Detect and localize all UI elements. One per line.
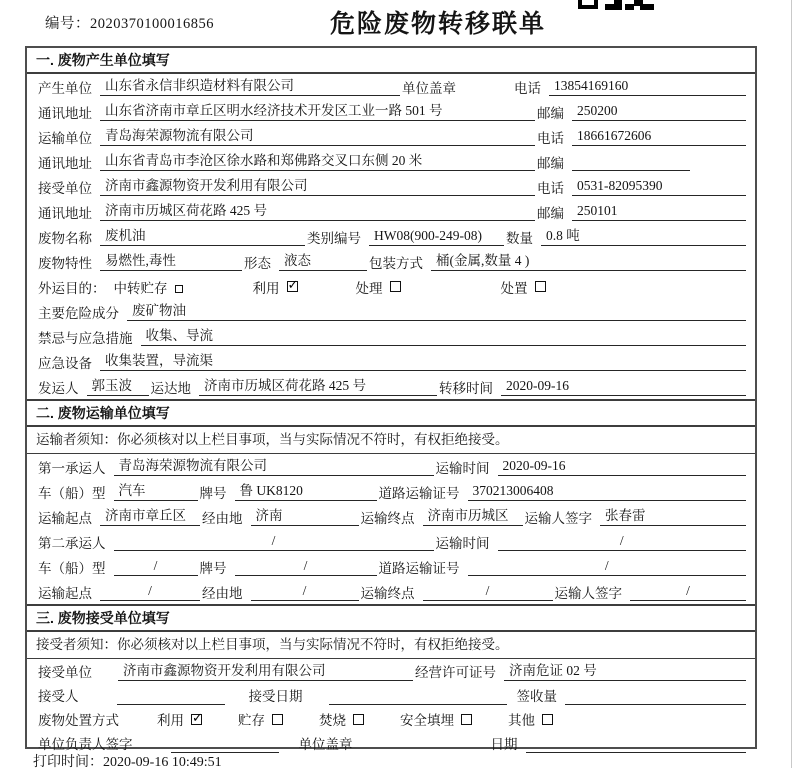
field-label: 道路运输证号 (378, 560, 460, 576)
section-header: 二. 废物运输单位填写 (27, 399, 755, 427)
field-value: 山东省济南市章丘区明水经济技术开发区工业一路 501 号 (100, 102, 535, 121)
field-value: 易燃性,毒性 (100, 252, 242, 271)
form-row (27, 479, 755, 504)
field-label: 转移时间 (439, 380, 493, 396)
field-value: 2020-09-16 (498, 457, 747, 476)
form-row (27, 683, 755, 707)
qr-code-fragment-icon (578, 0, 654, 10)
spacer (127, 719, 157, 720)
page-edge-line (791, 0, 792, 768)
field-label: 禁忌与应急措施 (38, 330, 133, 346)
checkbox-icon (175, 285, 183, 293)
field-value: 汽车 (114, 482, 198, 501)
form-row (27, 707, 755, 731)
page-title: 危险废物转移联单 (329, 10, 546, 38)
checkbox-label: 利用 (157, 713, 184, 728)
checkbox-icon (390, 281, 401, 292)
field-label: 接受单位 (38, 180, 92, 196)
spacer (298, 286, 356, 287)
field-value: 青岛海荣源物流有限公司 (100, 127, 535, 146)
field-value: / (100, 582, 200, 601)
form-row (27, 454, 755, 479)
form-row (27, 74, 755, 99)
checkbox-checked-icon (287, 281, 298, 292)
form-row (27, 249, 755, 274)
checkbox-icon (542, 714, 553, 725)
field-value: 山东省永信非织造材料有限公司 (100, 77, 400, 96)
field-label: 经由地 (202, 585, 243, 601)
field-label: 运输终点 (360, 510, 415, 526)
field-label: 运输起点 (38, 510, 92, 526)
field-label: 废物处置方式 (38, 713, 119, 728)
field-label: 运输人签字 (524, 510, 592, 526)
field-value: / (630, 582, 746, 601)
field-value: 济南市鑫源物资开发利用有限公司 (118, 662, 413, 681)
checkbox-item (400, 709, 472, 729)
field-label: 签收量 (516, 689, 557, 704)
checkbox-label: 其他 (508, 713, 535, 728)
field-value (171, 734, 279, 753)
checkbox-label: 处理 (355, 280, 383, 296)
field-label: 车（船）型 (38, 560, 106, 576)
field-label: 运达地 (150, 380, 191, 396)
field-label: 牌号 (199, 560, 227, 576)
field-label: 单位盖章 (298, 737, 353, 752)
checkbox-label: 贮存 (238, 713, 265, 728)
checkbox-label: 焚烧 (319, 713, 346, 728)
field-label: 电话 (537, 180, 564, 196)
field-value (329, 686, 507, 705)
field-value (117, 686, 225, 705)
field-label: 牌号 (199, 485, 227, 501)
form-row (27, 349, 755, 374)
field-label: 邮编 (537, 205, 564, 221)
form-row (27, 299, 755, 324)
checkbox-icon (461, 714, 472, 725)
checkbox-item (253, 277, 298, 297)
field-value: 鲁 UK8120 (235, 482, 377, 501)
spacer (183, 286, 253, 287)
form-row (27, 174, 755, 199)
field-value: 济南危证 02 号 (504, 662, 746, 681)
field-value: / (468, 557, 747, 576)
checkbox-item (356, 277, 401, 297)
checkbox-label: 处置 (500, 280, 528, 296)
checkbox-icon (272, 714, 283, 725)
field-value: 郭玉波 (87, 377, 149, 396)
spacer (202, 719, 238, 720)
field-value: 张春雷 (600, 507, 746, 526)
field-label: 运输时间 (435, 535, 490, 551)
checkbox-item (319, 709, 364, 729)
form-row (27, 324, 755, 349)
field-value: 0531-82095390 (572, 177, 746, 196)
spacer (361, 743, 489, 744)
field-label: 邮编 (537, 155, 564, 171)
field-label: 主要危险成分 (38, 305, 119, 321)
field-label: 运输起点 (38, 585, 92, 601)
checkbox-checked-icon (191, 714, 202, 725)
field-label: 电话 (514, 80, 541, 96)
field-label: 经由地 (202, 510, 243, 526)
field-value: 济南市历城区荷花路 425 号 (199, 377, 437, 396)
field-label: 形态 (244, 255, 271, 271)
checkbox-item (501, 277, 546, 297)
field-label: 数量 (506, 230, 533, 246)
spacer (311, 695, 329, 696)
checkbox-item (238, 709, 283, 729)
checkbox-item (114, 277, 183, 297)
spacer (401, 286, 501, 287)
field-label: 运输单位 (38, 130, 92, 146)
field-label: 外运目的： (38, 280, 106, 296)
form-box (25, 46, 757, 752)
field-value: 废矿物油 (127, 302, 746, 321)
print-time: 打印时间：2020-09-16 10:49:51 (33, 755, 222, 768)
section-header: 一. 废物产生单位填写 (27, 48, 755, 74)
field-label: 邮编 (537, 105, 564, 121)
field-value: 0.8 吨 (541, 227, 746, 246)
field-label: 车（船）型 (38, 485, 106, 501)
field-label: 通讯地址 (38, 105, 92, 121)
spacer (472, 719, 508, 720)
form-row (27, 579, 755, 604)
field-value (565, 686, 746, 705)
field-label: 接受人 (38, 689, 79, 704)
field-value: 济南市历城区荷花路 425 号 (100, 202, 535, 221)
field-value: 收集装置，导流渠 (100, 352, 746, 371)
field-value: / (235, 557, 377, 576)
section-note: 接受者须知：你必须核对以上栏目事项，当与实际情况不符时，有权拒绝接受。 (27, 632, 755, 659)
field-value: 桶(金属,数量 4 ) (431, 252, 746, 271)
form-row (27, 199, 755, 224)
field-value: 250200 (572, 102, 746, 121)
field-label: 包装方式 (369, 255, 423, 271)
field-value: 13854169160 (549, 77, 746, 96)
field-value (572, 152, 690, 171)
field-label: 道路运输证号 (378, 485, 460, 501)
form-section (27, 604, 755, 755)
form-row (27, 224, 755, 249)
form-section (27, 48, 755, 399)
field-label: 废物名称 (38, 230, 92, 246)
field-label: 运输终点 (360, 585, 415, 601)
field-label: 电话 (537, 130, 564, 146)
field-label: 发运人 (38, 380, 79, 396)
checkbox-icon (353, 714, 364, 725)
checkbox-label: 利用 (252, 280, 280, 296)
field-label: 第二承运人 (38, 535, 106, 551)
field-label: 运输人签字 (554, 585, 622, 601)
field-label: 产生单位 (38, 80, 92, 96)
section-header: 三. 废物接受单位填写 (27, 604, 755, 632)
field-label: 经营许可证号 (415, 665, 496, 680)
form-row (27, 529, 755, 554)
form-row (27, 504, 755, 529)
field-label: 通讯地址 (38, 205, 92, 221)
field-value: 18661672606 (572, 127, 746, 146)
field-value: 废机油 (100, 227, 305, 246)
field-label: 通讯地址 (38, 155, 92, 171)
checkbox-item (157, 709, 202, 729)
form-row (27, 274, 755, 299)
form-row (27, 124, 755, 149)
field-value: 2020-09-16 (501, 377, 746, 396)
field-label: 类别编号 (307, 230, 361, 246)
field-label: 接受单位 (38, 665, 92, 680)
section-note: 运输者须知：你必须核对以上栏目事项，当与实际情况不符时，有权拒绝接受。 (27, 427, 755, 454)
field-label: 单位盖章 (402, 80, 456, 96)
spacer (225, 695, 247, 696)
field-label: 日期 (490, 737, 518, 752)
field-label: 第一承运人 (38, 460, 106, 476)
checkbox-label: 中转贮存 (113, 280, 168, 296)
form-section (27, 399, 755, 604)
field-label: 单位负责人签字 (38, 737, 133, 752)
spacer (283, 719, 319, 720)
checkbox-item (508, 709, 553, 729)
field-value: HW08(900-249-08) (369, 227, 504, 246)
field-value (526, 734, 747, 753)
form-row (27, 99, 755, 124)
serial-label: 编号： (45, 16, 90, 32)
checkbox-icon (535, 281, 546, 292)
form-row (27, 554, 755, 579)
field-value: 液态 (279, 252, 367, 271)
field-value: 济南市历城区 (423, 507, 523, 526)
spacer (464, 86, 512, 87)
field-value: 青岛海荣源物流有限公司 (114, 457, 434, 476)
spacer (364, 719, 400, 720)
field-value: 山东省青岛市李沧区徐水路和郑佛路交叉口东侧 20 米 (100, 152, 535, 171)
field-value: 收集、导流 (141, 327, 747, 346)
form-row (27, 659, 755, 683)
field-value: / (114, 557, 198, 576)
field-label: 接受日期 (248, 689, 303, 704)
field-value: 济南 (251, 507, 359, 526)
checkbox-label: 安全填埋 (400, 713, 454, 728)
field-value: / (498, 532, 747, 551)
field-value: 济南市章丘区 (100, 507, 200, 526)
spacer (100, 671, 118, 672)
field-value: / (114, 532, 434, 551)
field-value: 250101 (572, 202, 746, 221)
serial-value: 2020370100016856 (90, 16, 214, 32)
field-label: 废物特性 (38, 255, 92, 271)
field-label: 运输时间 (435, 460, 490, 476)
spacer (141, 743, 171, 744)
form-row (27, 374, 755, 399)
field-value: 370213006408 (468, 482, 747, 501)
field-value: / (251, 582, 359, 601)
spacer (87, 695, 117, 696)
field-label: 应急设备 (38, 355, 92, 371)
field-value: / (423, 582, 553, 601)
spacer (279, 743, 297, 744)
spacer (507, 695, 515, 696)
field-value: 济南市鑫源物资开发利用有限公司 (100, 177, 535, 196)
form-row (27, 149, 755, 174)
